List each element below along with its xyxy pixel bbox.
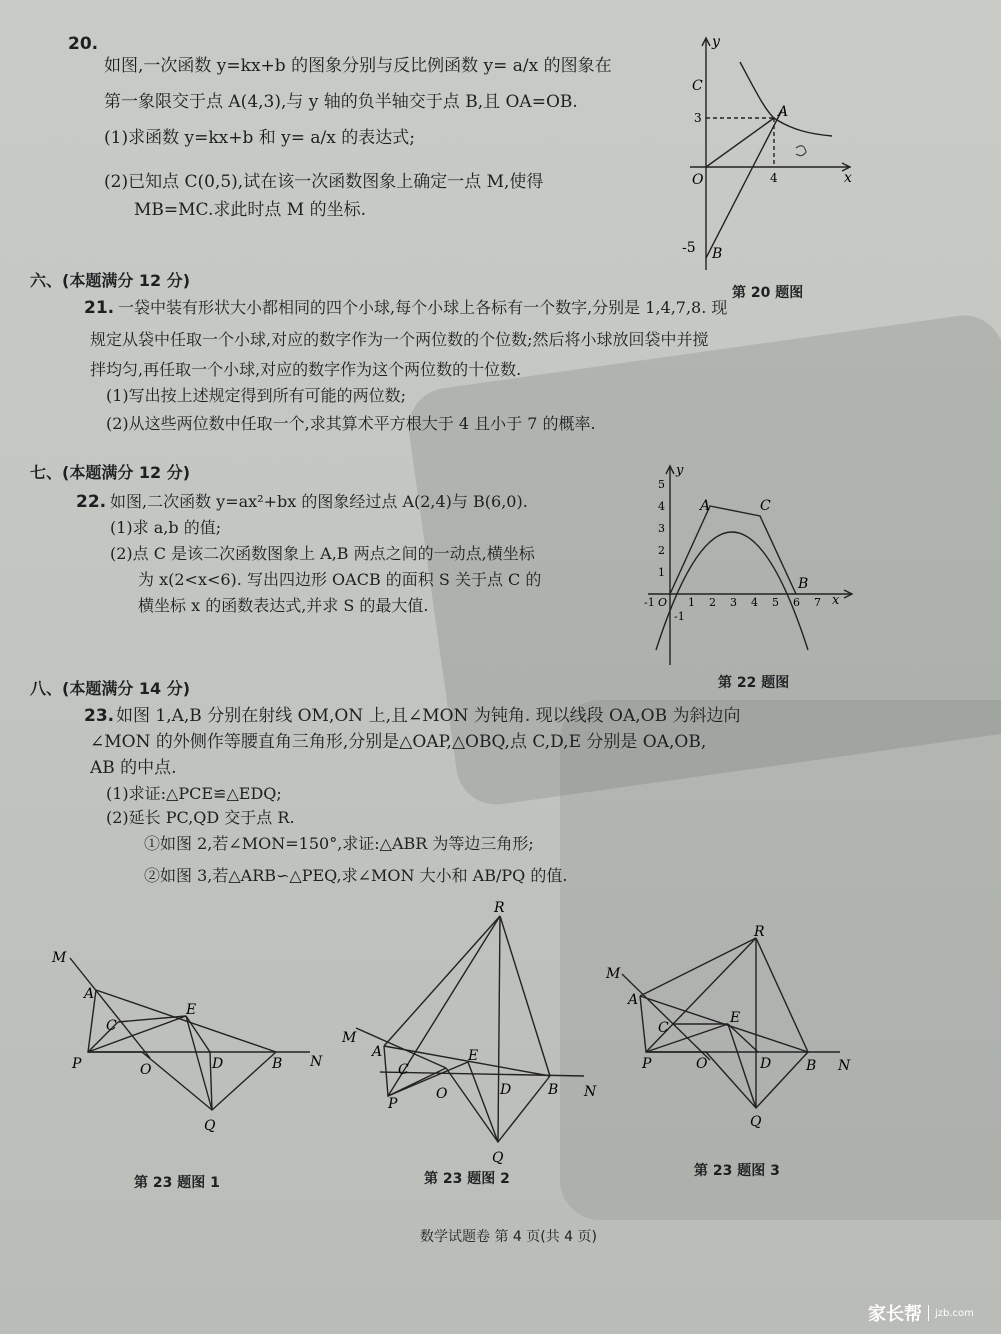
q23-line-2: ∠MON 的外侧作等腰直角三角形,分别是△OAP,△OBQ,点 C,D,E 分别是 OA,OB, xyxy=(90,732,707,752)
fig2-label-D: D xyxy=(500,1082,512,1098)
q21-line-2: 规定从袋中任取一个小球,对应的数字作为一个两位数的个位数;然后将小球放回袋中并搅 xyxy=(90,330,709,349)
q20-tick-4: 4 xyxy=(770,171,778,185)
q22-label-A: A xyxy=(700,498,711,514)
q23-figure-2 xyxy=(334,896,624,1164)
fig1-ray-OM xyxy=(70,958,150,1058)
q23-line-1: 如图 1,A,B 分别在射线 OM,ON 上,且∠MON 为钝角. 现以线段 OA,OB 为斜边向 xyxy=(116,706,741,726)
q22-tick-y-minus1: -1 xyxy=(674,610,685,623)
fig2-label-M: M xyxy=(342,1030,357,1046)
fig1-label-D: D xyxy=(212,1056,224,1072)
q22-tick-y-1: 1 xyxy=(658,566,665,579)
fig1-label-O: O xyxy=(140,1062,152,1078)
q22-tick-y-3: 3 xyxy=(658,522,665,535)
section-8-heading: 八、(本题满分 14 分) xyxy=(30,679,191,698)
fig2-label-P: P xyxy=(388,1096,398,1112)
fig1-label-C: C xyxy=(106,1018,117,1034)
q20-line-3: (1)求函数 y=kx+b 和 y= a/x 的表达式; xyxy=(104,128,415,148)
fig2-segment-AB xyxy=(384,1046,550,1076)
q20-figure xyxy=(670,30,880,280)
q20-label-A: A xyxy=(778,104,789,120)
q23-caption-1: 第 23 题图 1 xyxy=(134,1175,220,1191)
q23-line-7: ②如图 3,若△ARB∽△PEQ,求∠MON 大小和 AB/PQ 的值. xyxy=(144,866,568,885)
fig1-label-B: B xyxy=(272,1056,283,1072)
q22-line-4: 为 x(2<x<6). 写出四边形 OACB 的面积 S 关于点 C 的 xyxy=(138,570,542,589)
q21-line-3: 拌均匀,再任取一个小球,对应的数字作为这个两位数的十位数. xyxy=(90,360,522,379)
fig2-label-R: R xyxy=(494,900,505,916)
q20-label-x: x xyxy=(844,170,852,186)
q20-line-4: (2)已知点 C(0,5),试在该一次函数图象上确定一点 M,使得 xyxy=(104,172,544,192)
q23-figure-1 xyxy=(40,940,340,1140)
fig2-label-N: N xyxy=(584,1084,597,1100)
q22-tick-x-4: 4 xyxy=(751,596,758,609)
q22-tick-y-4: 4 xyxy=(658,500,665,513)
q21-line-5: (2)从这些两位数中任取一个,求其算术平方根大于 4 且小于 7 的概率. xyxy=(106,414,596,433)
q20-hyperbola xyxy=(740,62,832,136)
fig2-label-A: A xyxy=(372,1044,383,1060)
q22-tick-x-1: 1 xyxy=(688,596,695,609)
fig2-label-C: C xyxy=(398,1062,409,1078)
watermark-site: jzb.com xyxy=(935,1307,974,1319)
q23-number: 23. xyxy=(84,706,115,726)
fig1-ED xyxy=(186,1016,210,1052)
fig3-label-E: E xyxy=(730,1010,741,1026)
fig3-AR xyxy=(640,938,756,996)
q22-tick-x-7: 7 xyxy=(814,596,821,609)
fig1-label-A: A xyxy=(84,986,95,1002)
fig2-label-Q: Q xyxy=(492,1150,504,1164)
fig3-label-R: R xyxy=(754,924,765,940)
q20-label-y: y xyxy=(712,34,720,50)
q20-caption: 第 20 题图 xyxy=(732,285,804,301)
fig1-PE xyxy=(88,1016,186,1052)
q23-caption-3: 第 23 题图 3 xyxy=(694,1163,780,1179)
q20-handwriting xyxy=(796,146,806,156)
q22-tick-y-2: 2 xyxy=(658,544,665,557)
fig3-label-Q: Q xyxy=(750,1114,762,1130)
fig1-label-P: P xyxy=(72,1056,82,1072)
fig1-label-M: M xyxy=(52,950,67,966)
fig3-label-O: O xyxy=(696,1056,708,1072)
fig3-triangle-OBQ xyxy=(706,1052,808,1108)
q22-tick-x-5: 5 xyxy=(772,596,779,609)
q20-segment-OA xyxy=(706,118,774,167)
fig1-label-E: E xyxy=(186,1002,197,1018)
watermark-brand: 家长帮 xyxy=(868,1304,922,1325)
fig2-label-O: O xyxy=(436,1086,448,1102)
q22-line-3: (2)点 C 是该二次函数图象上 A,B 两点之间的一动点,横坐标 xyxy=(110,544,535,563)
q22-number: 22. xyxy=(76,492,107,512)
q22-parabola xyxy=(656,532,808,650)
fig2-label-B: B xyxy=(548,1082,559,1098)
q22-tick-x-minus1: -1 xyxy=(644,596,655,609)
q21-line-1: 一袋中装有形状大小都相同的四个小球,每个小球上各标有一个数字,分别是 1,4,7,8. 现 xyxy=(118,298,728,317)
q22-caption: 第 22 题图 xyxy=(718,675,790,691)
q22-label-y: y xyxy=(676,463,684,478)
fig3-label-C: C xyxy=(658,1020,669,1036)
watermark-divider xyxy=(928,1305,929,1321)
fig3-label-D: D xyxy=(760,1056,772,1072)
q20-number: 20. xyxy=(68,34,99,54)
q22-line-2: (1)求 a,b 的值; xyxy=(110,518,222,537)
fig3-ray-OM xyxy=(622,974,710,1060)
q23-line-5: (2)延长 PC,QD 交于点 R. xyxy=(106,808,295,827)
q20-tick-minus5: -5 xyxy=(682,240,696,256)
q21-number: 21. xyxy=(84,298,115,318)
q22-line-5: 横坐标 x 的函数表达式,并求 S 的最大值. xyxy=(138,596,429,615)
fig2-ray-ON xyxy=(380,1072,584,1076)
q22-label-B: B xyxy=(798,576,809,592)
fig2-BR xyxy=(500,916,550,1076)
q22-figure xyxy=(630,460,860,670)
fig3-label-B: B xyxy=(806,1058,817,1074)
q23-line-3: AB 的中点. xyxy=(90,758,177,778)
fig3-label-A: A xyxy=(628,992,639,1008)
q22-label-x: x xyxy=(832,593,840,608)
q22-tick-y-5: 5 xyxy=(658,478,665,491)
q22-tick-x-2: 2 xyxy=(709,596,716,609)
q22-label-O: O xyxy=(658,596,668,609)
q20-tick-3: 3 xyxy=(694,111,702,125)
q22-tick-x-6: 6 xyxy=(793,596,800,609)
fig3-BR xyxy=(756,938,808,1052)
fig1-CE xyxy=(118,1016,186,1022)
q20-label-C: C xyxy=(692,78,703,94)
q22-quadrilateral-OACB xyxy=(670,506,796,594)
page-footer: 数学试题卷 第 4 页(共 4 页) xyxy=(420,1229,597,1245)
fig3-label-M: M xyxy=(606,966,621,982)
q23-caption-2: 第 23 题图 2 xyxy=(424,1171,510,1187)
fig2-label-E: E xyxy=(468,1048,479,1064)
q20-line-5: MB=MC.求此时点 M 的坐标. xyxy=(134,200,366,220)
q20-label-O: O xyxy=(692,172,704,188)
q23-figure-3 xyxy=(600,920,860,1130)
fig1-EQ xyxy=(186,1016,212,1110)
q20-line-2: 第一象限交于点 A(4,3),与 y 轴的负半轴交于点 B,且 OA=OB. xyxy=(104,92,578,112)
fig2-AR xyxy=(384,916,500,1046)
q23-line-4: (1)求证:△PCE≌△EDQ; xyxy=(106,784,282,803)
section-6-heading: 六、(本题满分 12 分) xyxy=(30,271,191,290)
q22-line-1: 如图,二次函数 y=ax²+bx 的图象经过点 A(2,4)与 B(6,0). xyxy=(110,492,528,511)
section-7-heading: 七、(本题满分 12 分) xyxy=(30,463,191,482)
fig1-label-Q: Q xyxy=(204,1118,216,1134)
fig3-label-P: P xyxy=(642,1056,652,1072)
fig2-QR xyxy=(498,916,500,1142)
watermark xyxy=(868,1296,998,1330)
q23-line-6: ①如图 2,若∠MON=150°,求证:△ABR 为等边三角形; xyxy=(144,834,534,853)
q22-axis-ticks xyxy=(658,478,821,609)
q22-tick-x-3: 3 xyxy=(730,596,737,609)
fig3-label-N: N xyxy=(838,1058,851,1074)
q21-line-4: (1)写出按上述规定得到所有可能的两位数; xyxy=(106,386,407,405)
fig1-label-N: N xyxy=(310,1054,323,1070)
q20-line-1: 如图,一次函数 y=kx+b 的图象分别与反比例函数 y= a/x 的图象在 xyxy=(104,56,612,76)
q22-label-C: C xyxy=(760,498,771,514)
q20-label-B: B xyxy=(712,246,723,262)
